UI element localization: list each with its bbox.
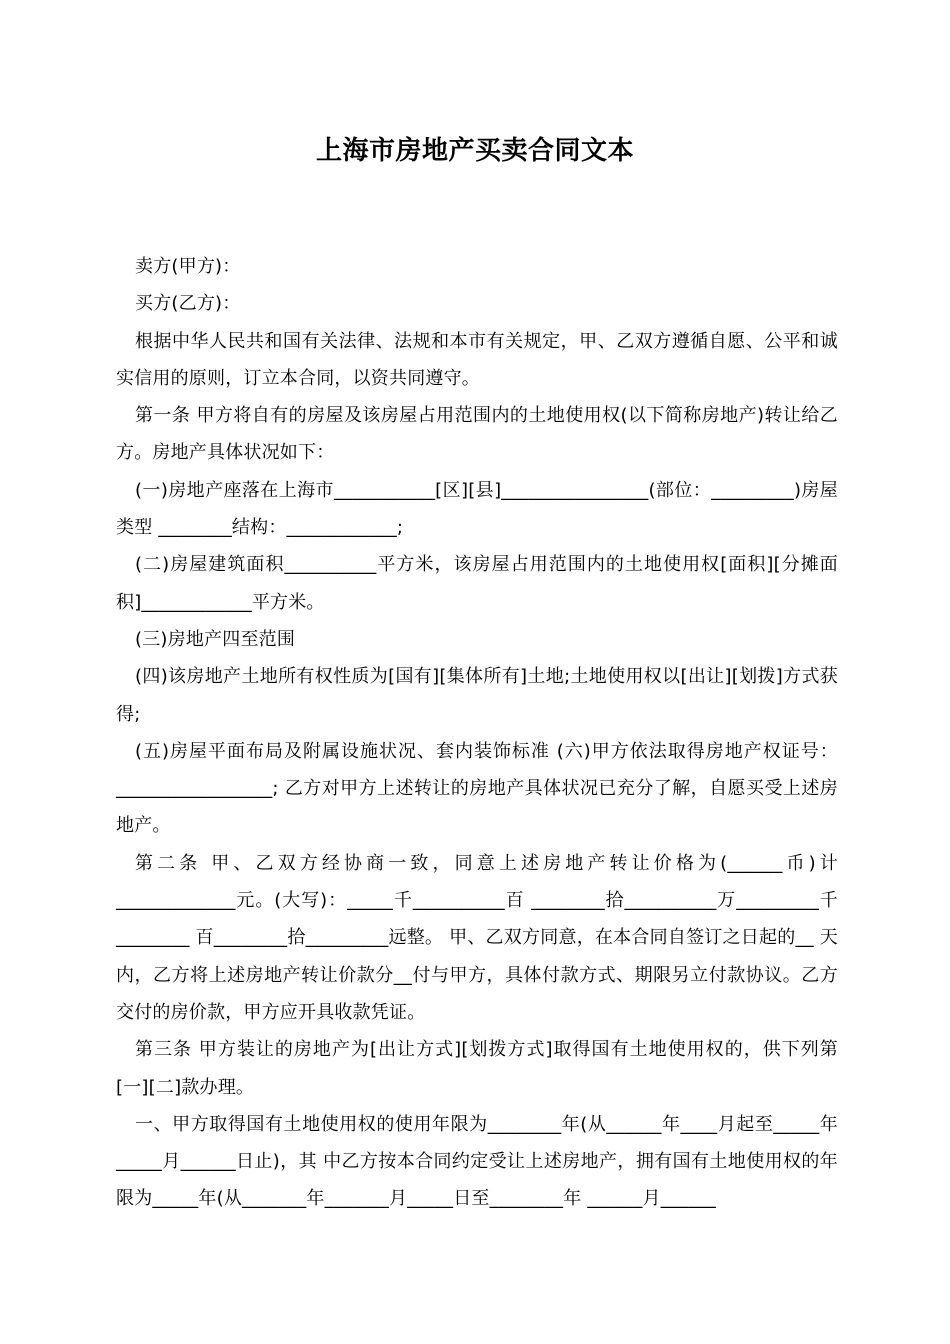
paragraph-item-4: (四)该房地产土地所有权性质为[国有][集体所有]土地;土地使用权以[出让][划拨]方式获得; [116,666,838,725]
paragraph-item-3: (三)房地产四至范围 [135,628,296,650]
paragraph-article-1: 第一条 甲方将自有的房屋及该房屋占用范围内的土地使用权(以下简称房地产)转让给乙方。房地产具体状况如下： [116,405,838,464]
paragraph-article-3: 第三条 甲方装让的房地产为[出让方式][划拨方式]取得国有土地使用权的，供下列第[一][二]款办理。 [116,1039,838,1098]
paragraph-seller: 卖方(甲方)： [135,256,241,277]
paragraph-article-2: 第二条 甲、乙双方经协商一致，同意上述房地产转让价格为(______币)计_____________元。(大写)：_____千__________百 ________拾__________万_________千________ 百________拾_________远整。 甲、乙双方同意，在本合同自签订之日起的__ 天内，乙方将上述房地产转让价款分__付与甲方，具体付款方式、期限另立付款协议。乙方交付的房价款，甲方应开具收款凭证。 [116,852,838,1023]
document-title: 上海市房地产买卖合同文本 [315,136,634,166]
paragraph-item-2: (二)房屋建筑面积__________平方米，该房屋占用范围内的土地使用权[面积][分摊面积]____________平方米。 [116,554,838,613]
paragraph-item-5-6: (五)房屋平面布局及附属设施状况、套内装饰标准 (六)甲方依法取得房地产权证号：_________________; 乙方对甲方上述转让的房地产具体状况已充分了解，自愿买受上述房地产。 [116,740,838,837]
paragraph-clause-1: 一、甲方取得国有土地使用权的使用年限为________年(从______年____月起至_____年_____月______日止)，其 中乙方按本合同约定受让上述房地产，拥有国有土地使用权的年限为_____年(从_______年_______月_____日至________年 ______月______ [116,1113,838,1210]
paragraph-preamble: 根据中华人民共和国有关法律、法规和本市有关规定，甲、乙双方遵循自愿、公平和诚实信用的原则，订立本合同，以资共同遵守。 [116,330,838,389]
document-body [116,248,838,1218]
paragraph-buyer: 买方(乙方)： [135,293,241,315]
paragraph-item-1: (一)房地产座落在上海市___________[区][县]________________(部位：_________)房屋类型 ________结构：____________; [116,479,838,539]
